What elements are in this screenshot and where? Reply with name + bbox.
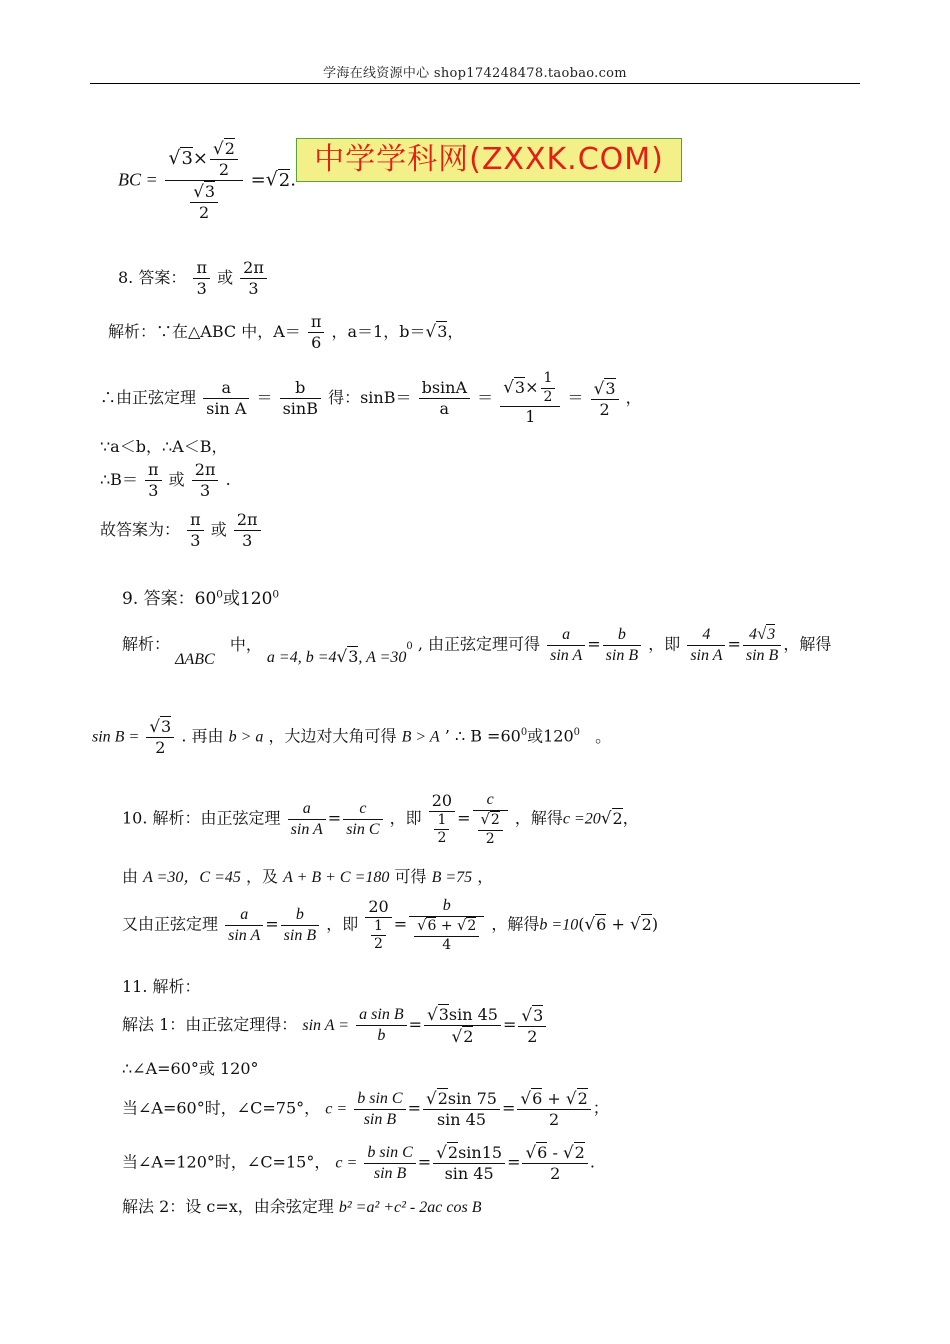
q10-step2: 由 A =30，C =45 ，及 A + B + C =180 可得 B =75 ， [122,867,494,886]
bc-fraction: √3× $\frac{√2}{2}$ $\frac{√3}{2}$ [165,138,242,223]
q8-b-value: ∴B＝ $\frac{\pi}{3}$ 或 $\frac{2\pi}{3}$ . [100,460,231,500]
q11-label: 11. 解析： [122,977,201,996]
header-divider [90,83,860,84]
q9-answer: 9. 答案：$60^0$或$120^0$ [122,588,280,609]
q11-case1: 当∠A=60°时，∠C=75°， c = $\frac{\text{b sin C}}{\text{sin B}}$ = $\frac{√2\sin 75}{\sin 45}$ = $\frac{√6 + √2}{2}$ ； [122,1088,609,1129]
bc-formula: BC = √3× $\frac{√2}{2}$ $\frac{√3}{2}$ =√2. [118,138,296,222]
q8-sine-law: ∴由正弦定理 $\frac{a}{\text{sin A}}$ ＝ $\frac{b}{\sin B}$ 得：sinB＝ $\frac{bsinA}{a}$ ＝ √3× $\frac{1}{2}$ 1 ＝ $\frac{√3}{2}$ ， [100,370,642,426]
q11-method2: 解法 2：设 c=x，由余弦定理 b² =a² +c² - 2ac cos B [122,1197,482,1216]
q11-angle: ∴∠A=60°或 120° [122,1059,259,1078]
q8-answer: 8. 答案： $\frac{\pi}{3}$ 或 $\frac{2\pi}{3}$ [118,258,269,299]
q8-analysis: 解析：∵在△ABC 中，A＝ $\frac{\pi}{6}$ ，a＝1，b＝√3， [108,312,464,352]
q10-step3: 又由正弦定理 $\frac{a}{\text{sin A}}$ = $\frac{b}{\text{sin B}}$ ，即 $\frac{20}{\frac{1}{2}}$ = $\frac{b}{\frac{√6 + √2}{4}}$ ，解得b =10(√6 + √2) [122,896,659,953]
q9-result: sin B = $\frac{√3}{2}$ . 再由 b > a ，大边对大角可得 B > A ’ ∴ $B =60^0$或$120^0$ 。 [92,716,612,757]
q11-case2: 当∠A=120°时，∠C=15°， c = $\frac{\text{b sin C}}{\text{sin B}}$ = $\frac{√2\sin 15}{\sin 45}$ = $\frac{√6 - √2}{2}$ . [122,1142,595,1183]
site-logo: 中学学科网(ZXXK.COM) [296,138,682,182]
page-header: 学海在线资源中心 shop174248478.taobao.com [323,66,627,81]
q8-final: 故答案为： $\frac{\pi}{3}$ 或 $\frac{2\pi}{3}$ [100,510,263,551]
q10-step1: 10. 解析：由正弦定理 $\frac{a}{\text{sin A}}$ = $\frac{c}{\text{sin C}}$ ，即 $\frac{20}{\frac{1}{2}}$ = $\frac{c}{\frac{√2}{2}}$ ，解得c =20√2， [122,790,639,847]
q11-method1: 解法 1：由正弦定理得： sin A = $\frac{\text{a sin B}}{b}$ = $\frac{√3\sin 45}{√2}$ = $\frac{√3}{2}$ [122,1004,548,1047]
q8-compare: ∵a＜b，∴A＜B， [100,437,228,456]
q9-analysis: 解析： ΔABC 中， a =4, b =4√3, $A =30^0$ , 由正弦定理可得 $\frac{a}{\text{sin A}}$ = $\frac{b}{\text{sin B}}$ ，即 $\frac{4}{\text{sin A}}$ = $\frac{4√3}{\text{sin B}}$ ，解得 [122,624,832,668]
